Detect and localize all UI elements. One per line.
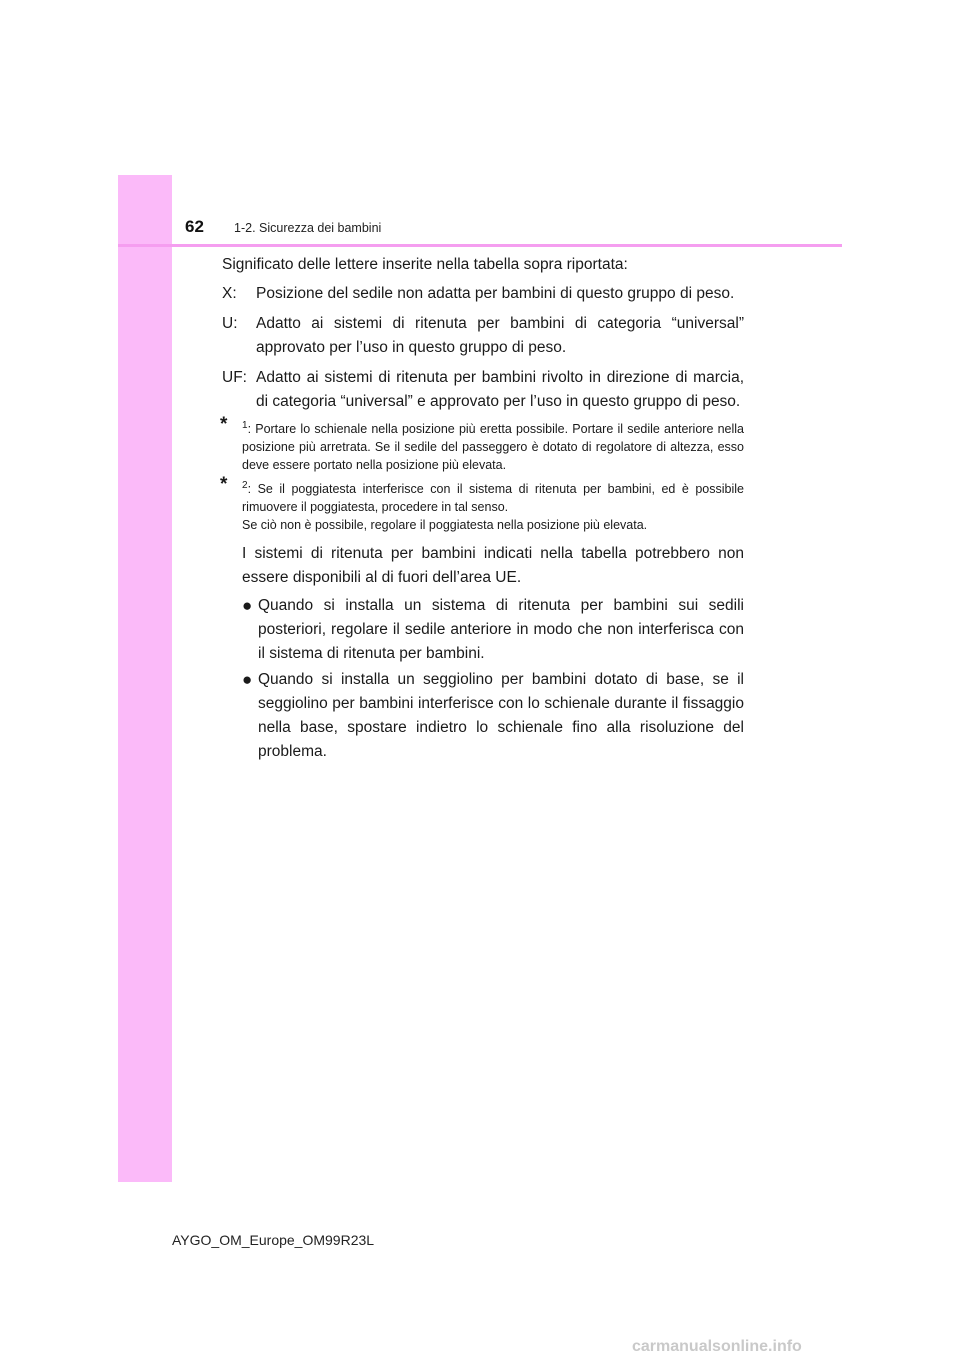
definition-key: U:	[222, 315, 238, 332]
footnote-2: * $^2$: Se il poggiatesta interferisce con il sistema di ritenuta per bambini, ed è possibile rimuovere il poggiatesta, procedere in tal senso. Se ciò non è possibile, regolare il poggiatesta nella posizione più elevata.	[220, 474, 744, 532]
bullet-text: Quando si installa un sistema di ritenuta per bambini sui sedili posteriori, regolare il sedile anteriore in modo che non interferisca con il sistema di ritenuta per bambini.	[258, 597, 744, 662]
definition-x	[222, 282, 744, 306]
footnote-number: 2	[242, 479, 248, 491]
definition-key: UF:	[222, 369, 247, 386]
document-code: AYGO_OM_Europe_OM99R23L	[172, 1232, 375, 1248]
page-number: 62	[185, 217, 204, 236]
side-color-band	[118, 175, 172, 1182]
section-title: 1-2. Sicurezza dei bambini	[234, 221, 382, 235]
bullet-icon: ●	[242, 596, 253, 615]
definition-key: X:	[222, 285, 237, 302]
header-rule	[118, 244, 842, 247]
definition-text: Adatto ai sistemi di ritenuta per bambini rivolto in direzione di marcia, di categoria “universal” e approvato per l’uso in questo gruppo di peso.	[256, 369, 744, 410]
bullet-item	[242, 594, 744, 666]
bullet-item	[242, 668, 744, 764]
intro-text: Significato delle lettere inserite nella tabella sopra riportata:	[222, 256, 628, 273]
asterisk-icon: *	[220, 474, 228, 495]
footnote-number: 1	[242, 419, 248, 431]
footnote-text: Se ciò non è possibile, regolare il poggiatesta nella posizione più elevata.	[242, 518, 648, 532]
asterisk-icon: *	[220, 414, 228, 435]
definition-u	[222, 312, 744, 360]
footnote-text: Se il poggiatesta interferisce con il sistema di ritenuta per bambini, ed è possibile rimuovere il poggiatesta, procedere in tal senso.	[242, 482, 744, 514]
page-content	[222, 254, 744, 766]
footnote-1: * $^1$: Portare lo schienale nella posizione più eretta possibile. Portare il sedile anteriore nella posizione più arretrata. Se il sedile del passeggero è dotato di regolatore di altezza, esso deve essere portato nella posizione più elevata.	[220, 414, 744, 472]
definition-text: Posizione del sedile non adatta per bambini di questo gruppo di peso.	[256, 285, 735, 302]
bullet-icon: ●	[242, 670, 253, 689]
bullet-text: Quando si installa un seggiolino per bambini dotato di base, se il seggiolino per bambini interferisce con lo schienale durante il fissaggio nella base, spostare indietro lo schienale fino alla risoluzione del problema.	[258, 671, 744, 760]
watermark: carmanualsonline.info	[632, 1338, 802, 1355]
footnote-text: Portare lo schienale nella posizione più eretta possibile. Portare il sedile anteriore nella posizione più arretrata. Se il sedile del passeggero è dotato di regolatore di altezza, esso deve essere portato nella posizione più elevata.	[242, 422, 744, 472]
definition-text: Adatto ai sistemi di ritenuta per bambini di categoria “universal” approvato per l’uso in questo gruppo di peso.	[256, 315, 744, 356]
definition-uf	[222, 366, 744, 414]
availability-paragraph: I sistemi di ritenuta per bambini indicati nella tabella potrebbero non essere disponibili al di fuori dell’area UE.	[242, 545, 744, 586]
